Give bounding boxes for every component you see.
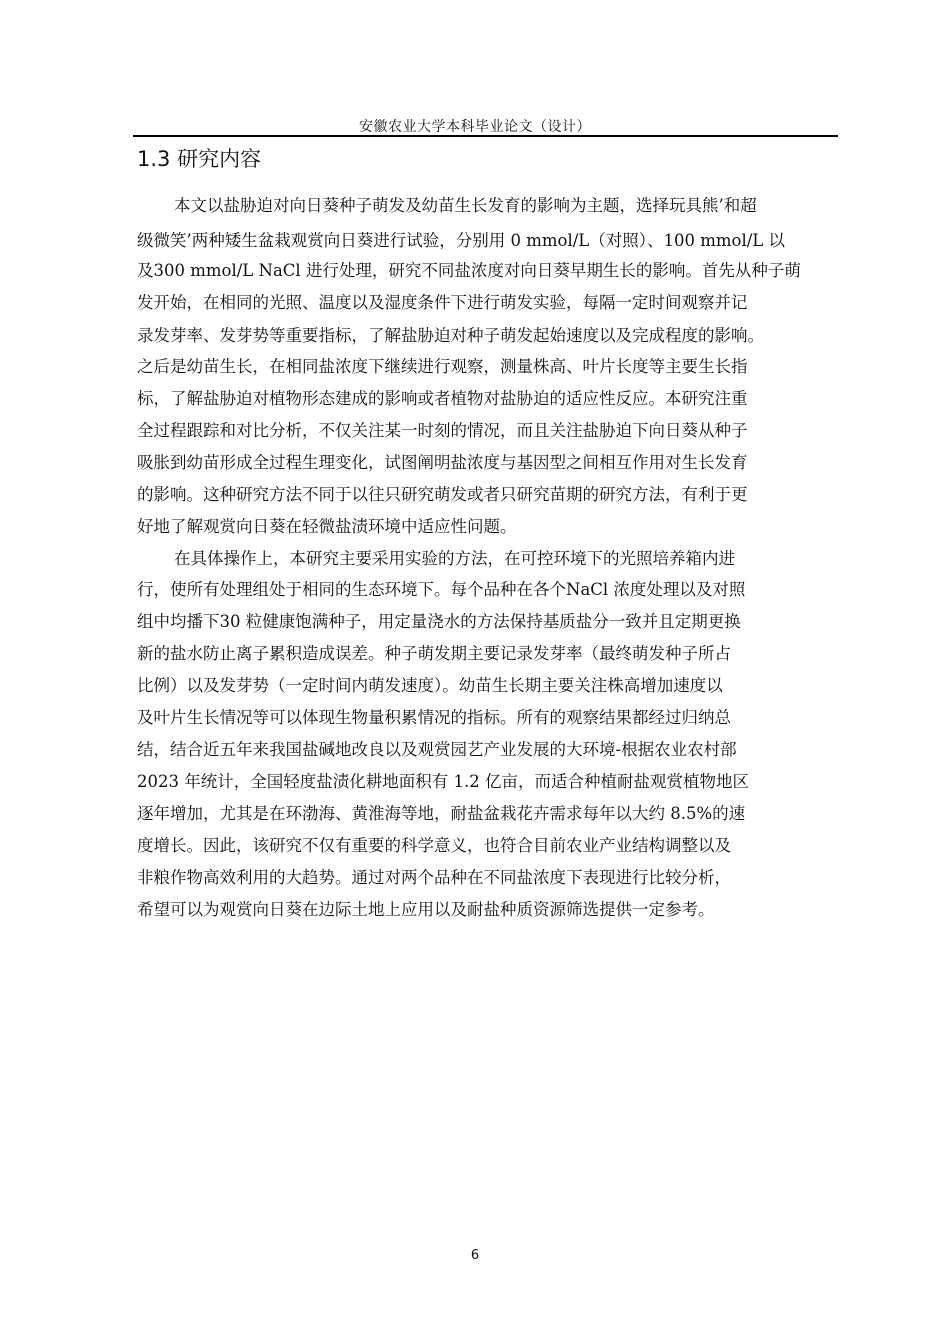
paragraph-1-line: 全过程跟踪和对比分析，不仅关注某一时刻的情况，而且关注盐胁迫下向日葵从种子 [137,421,748,440]
paragraph-2-line: 行，使所有处理组处于相同的生态环境下。每个品种在各个NaCl 浓度处理以及对照 [137,580,746,599]
paragraph-2-line: 比例）以及发芽势（一定时间内萌发速度）。幼苗生长期主要关注株高增加速度以 [137,676,723,695]
paragraph-2-line: 组中均播下30 粒健康饱满种子，用定量浇水的方法保持基质盐分一致并且定期更换 [137,612,741,631]
page-header: 安徽农业大学本科毕业论文（设计） [359,119,591,135]
paragraph-1-line: 标，了解盐胁迫对植物形态建成的影响或者植物对盐胁迫的适应性反应。本研究注重 [137,389,748,408]
paragraph-2-line: 2023 年统计，全国轻度盐渍化耕地面积有 1.2 亿亩，而适合种植耐盐观赏植物地区 [137,772,749,791]
paragraph-1-line: 录发芽率、发芽势等重要指标，了解盐胁迫对种子萌发起始速度以及完成程度的影响。 [137,326,764,345]
paragraph-2-line: 希望可以为观赏向日葵在边际土地上应用以及耐盐种质资源筛选提供一定参考。 [137,900,715,919]
section-heading: 1.3 研究内容 [137,147,262,171]
paragraph-2-line: 逐年增加，尤其是在环渤海、黄淮海等地，耐盐盆栽花卉需求每年以大约 8.5%的速 [137,804,746,823]
paragraph-2-line: 在具体操作上，本研究主要采用实验的方法，在可控环境下的光照培养箱内进 [174,549,735,568]
paragraph-2-line: 新的盐水防止离子累积造成误差。种子萌发期主要记录发芽率（最终萌发种子所占 [137,644,731,663]
header-rule [133,135,838,137]
paragraph-1-line: 级微笑’两种矮生盆栽观赏向日葵进行试验，分别用 0 mmol/L（对照）、100 mmol/L 以 [137,231,786,250]
paragraph-2-line: 结，结合近五年来我国盐碱地改良以及观赏园艺产业发展的大环境-根据农业农村部 [137,740,737,759]
paragraph-1-line: 吸胀到幼苗形成全过程生理变化，试图阐明盐浓度与基因型之间相互作用对生长发育 [137,453,748,472]
paragraph-1-line: 的影响。这种研究方法不同于以往只研究萌发或者只研究苗期的研究方法，有利于更 [137,485,748,504]
paragraph-2-line: 度增长。因此，该研究不仅有重要的科学意义，也符合目前农业产业结构调整以及 [137,836,731,855]
page-number: 6 [470,1248,480,1263]
paragraph-1-line: 好地了解观赏向日葵在轻微盐渍环境中适应性问题。 [137,517,517,536]
paragraph-1-line: 及300 mmol/L NaCl 进行处理，研究不同盐浓度对向日葵早期生长的影响。首先从种子萌 [137,261,801,280]
paragraph-1-line: 本文以盐胁迫对向日葵种子萌发及幼苗生长发育的影响为主题，选择玩具熊’和超 [174,196,757,215]
paragraph-1-line: 发开始，在相同的光照、温度以及湿度条件下进行萌发实验，每隔一定时间观察并记 [137,293,748,312]
paragraph-2-line: 及叶片生长情况等可以体现生物量积累情况的指标。所有的观察结果都经过归纳总 [137,708,731,727]
paragraph-1-line: 之后是幼苗生长，在相同盐浓度下继续进行观察，测量株高、叶片长度等主要生长指 [137,357,748,376]
paragraph-2-line: 非粮作物高效利用的大趋势。通过对两个品种在不同盐浓度下表现进行比较分析， [137,868,731,887]
